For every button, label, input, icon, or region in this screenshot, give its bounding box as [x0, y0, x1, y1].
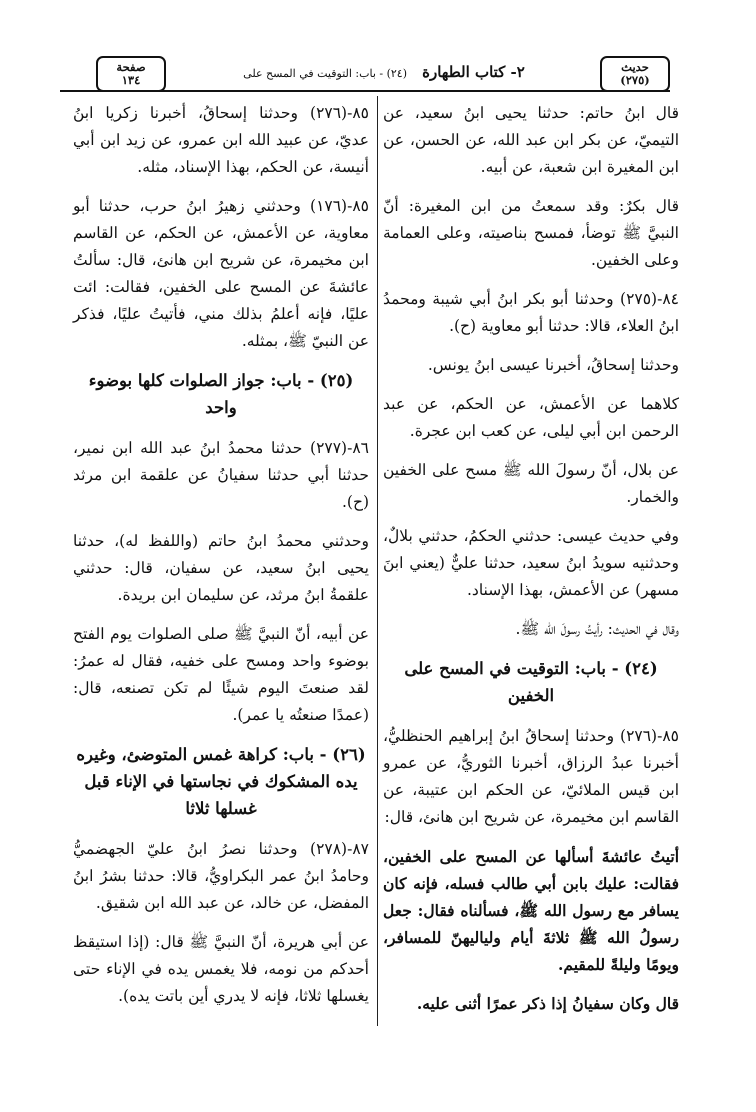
- chapter-reference: (٢٤) - باب: التوقيت في المسح على: [243, 67, 408, 80]
- running-title: [170, 62, 598, 81]
- paragraph: أتيتُ عائشةَ أسألها عن المسح على الخفين، فقالت: عليك بابن أبي طالب فسله، فإنه كان يسافر مع رسول الله ﷺ، فسألناه فقال: جعل رسولُ الله ﷺ ثلاثةَ أيام ولياليهنّ للمسافر، ويومًا وليلةً للمقيم.: [383, 847, 679, 974]
- book-title: ٢- كتاب الطهارة: [422, 63, 525, 81]
- paragraph: قال وكان سفيانُ إذا ذكر عمرًا أثنى عليه.: [416, 994, 679, 1013]
- page-header: [60, 56, 670, 92]
- paragraph: عن أبي هريرة، أنّ النبيَّ ﷺ قال: (إذا استيقظ أحدكم من نومه، فلا يغمس يده في الإناء حتى يغسلها ثلاثا، فإنه لا يدري أين باتت يده).: [73, 933, 369, 1005]
- paragraph: وحدثني محمدُ ابنُ حاتم (واللفظ له)، حدثنا يحيى ابنُ سعيد، عن سفيان، قال: حدثني علقمةُ ابنُ مرثد، عن سليمان ابن بريدة.: [73, 532, 369, 604]
- page-number-box: [96, 56, 166, 92]
- paragraph: ٨٤-(٢٧٥) وحدثنا أبو بكر ابنُ أبي شيبة ومحمدُ ابنُ العلاء، قالا: حدثنا أبو معاوية (ح).: [383, 290, 679, 335]
- paragraph: قال ابنُ حاتم: حدثنا يحيى ابنُ سعيد، عن التيميّ، عن بكر ابن عبد الله، عن الحسن، عن ابن المغيرة ابن شعبة، عن أبيه.: [383, 104, 679, 176]
- paragraph: قال بكرٌ: وقد سمعتُ من ابن المغيرة: أنّ النبيَّ ﷺ توضأ، فمسح بناصيته، وعلى العمامة وعلى الخفين.: [383, 197, 679, 269]
- paragraph: وقال في الحديث: رأيتُ رسولَ الله ﷺ.: [515, 620, 679, 638]
- paragraph: عن بلال، أنّ رسولَ الله ﷺ مسح على الخفين والخمار.: [383, 461, 679, 506]
- paragraph: ٨٦-(٢٧٧) حدثنا محمدُ ابنُ عبد الله ابن نمير، حدثنا أبي حدثنا سفيانُ عن علقمة ابن مرثد (ح).: [73, 439, 369, 511]
- paragraph: عن أبيه، أنّ النبيَّ ﷺ صلى الصلوات يوم الفتح بوضوء واحد ومسح على خفيه، فقال له عمرُ: لقد صنعتَ اليوم شيئًا لم تكن تصنعه، قال: (عمدًا صنعتُه يا عمر).: [73, 625, 369, 724]
- paragraph: ٨٥-(١٧٦) وحدثني زهيرُ ابنُ حرب، حدثنا أبو معاوية، عن الأعمش، عن الحكم، عن القاسم ابن مخيمرة، عن شريح ابن هانئ، قال: سألتُ عائشةَ عن المسح على الخفين، فقالت: ائت عليًا، فإنه أعلمُ بذلك مني، فأتيتُ عليًا، فذكر عن النبيّ ﷺ، بمثله.: [73, 197, 369, 350]
- left-column: [73, 100, 369, 1022]
- paragraph: وفي حديث عيسى: حدثني الحكمُ، حدثني بلالٌ، وحدثنيه سويدُ ابنُ سعيد، حدثنا عليٌّ (يعني ابنَ مسهر) عن الأعمش، بهذا الإسناد.: [383, 527, 679, 599]
- hadith-label: حديث: [621, 60, 649, 74]
- chapter-heading: (٢٤) - باب: التوقيت في المسح على الخفين: [404, 659, 658, 705]
- paragraph: ٨٧-(٢٧٨) وحدثنا نصرُ ابنُ عليّ الجهضميُّ وحامدُ ابنُ عمر البكراويُّ، قالا: حدثنا بشرُ ابنُ المفضل، عن خالد، عن عبد الله ابن شقيق.: [73, 840, 369, 912]
- paragraph: ٨٥-(٢٧٦) وحدثنا إسحاقُ، أخبرنا زكريا ابنُ عديّ، عن عبيد الله ابن عمرو، عن زيد ابن أبي أنيسة، عن الحكم، بهذا الإسناد، مثله.: [73, 104, 369, 176]
- chapter-heading: (٢٦) - باب: كراهة غمس المتوضئ، وغيره يده المشكوك في نجاستها في الإناء قبل غسلها ثلاثا: [76, 745, 366, 818]
- column-divider: [377, 96, 378, 1026]
- chapter-heading: (٢٥) - باب: جواز الصلوات كلها بوضوء واحد: [88, 371, 354, 417]
- paragraph: وحدثنا إسحاقُ، أخبرنا عيسى ابنُ يونس.: [427, 356, 679, 374]
- paragraph: كلاهما عن الأعمش، عن الحكم، عن عبد الرحمن ابن أبي ليلى، عن كعب ابن عجرة.: [383, 395, 679, 440]
- page-label: صفحة: [116, 60, 146, 74]
- page-number: ١٣٤: [121, 73, 141, 87]
- hadith-number: (٢٧٥): [620, 73, 650, 87]
- right-column: [383, 100, 679, 1029]
- hadith-number-box: [600, 56, 670, 92]
- paragraph: ٨٥-(٢٧٦) وحدثنا إسحاقُ ابنُ إبراهيم الحنظليُّ، أخبرنا عبدُ الرزاق، أخبرنا الثوريُّ، عن عمرو ابن قيس الملائيّ، عن الحكم ابن عتيبة، عن القاسم ابن مخيمرة، عن شريح ابن هانئ، قال:: [383, 727, 679, 826]
